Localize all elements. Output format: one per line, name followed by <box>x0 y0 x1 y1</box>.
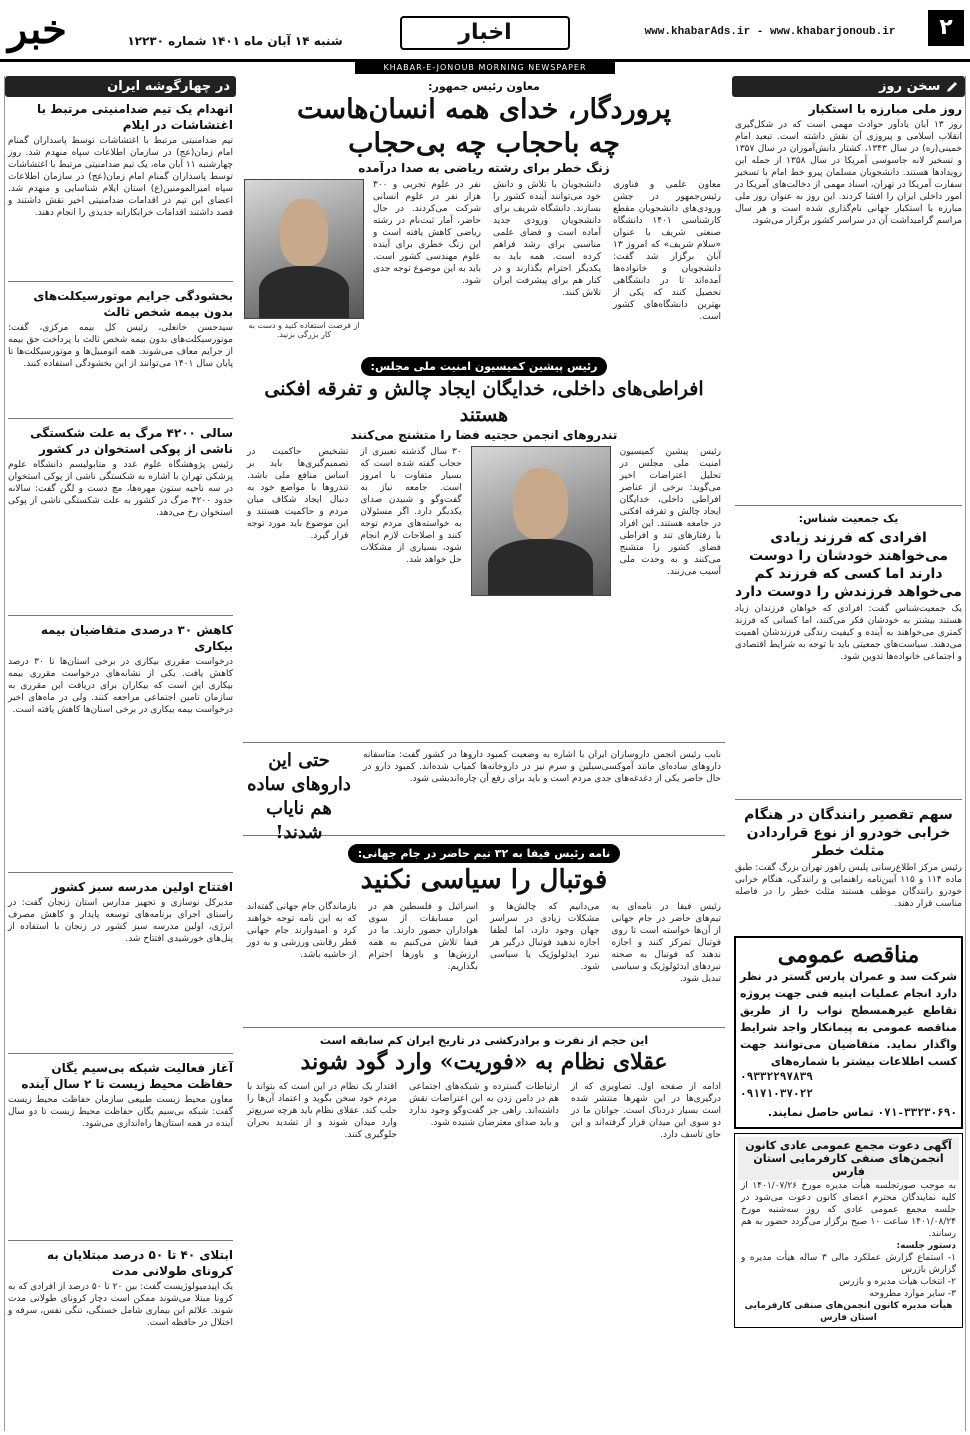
regional-news-title: در چهارگوشه ایران <box>5 76 236 97</box>
story1-text-col: نفر در علوم تجربی و ۳۰۰ هزار نفر در علوم انسانی شرکت می‌کردند. در حال حاضر، آمار ثبت‌نام در رشته ریاضی کاهش یافته است و این زنگ خطری برای آینده علوم مهندسی کشور است. باید به این موضوع توجه جدی شود. <box>373 180 481 286</box>
issue-date: شنبه ۱۴ آبان ماه ۱۴۰۱ شماره ۱۲۲۳۰ <box>127 34 343 48</box>
story1-headline-line2: چه باحجاب چه بی‌حجاب <box>348 128 620 159</box>
story-kicker: یک جمعیت شناس: <box>798 512 899 525</box>
middle-column <box>240 76 728 1431</box>
story1-text-col: دانشجویان با تلاش و دانش خود می‌توانند آینده کشور را بسازند. دانشگاه شریف برای دانشجویان ورودی جدید آماده است و فضای علمی مناسبی برای رشد فراهم کرده است. همه باید به یکدیگر احترام بگذارند و در کنار هم برای پیشرفت ایران تلاش کنند. <box>493 180 601 298</box>
left-news-body: سیدحسن خانعلی، رئیس کل بیمه مرکزی، گفت: موتورسیکلت‌های بدون بیمه شخص ثالث با پرداخت حق بیمه از جرایم معاف می‌شوند. همه اتومبیل‌ها و موتورسیکلت‌ها تا پایان سال ۱۴۰۱ می‌توانند از این بخشودگی استفاده کنند. <box>8 323 233 369</box>
notice-agenda-item: ۱- استماع گزارش عملکرد مالی ۳ ساله هیأت مدیره و گزارش بازرس <box>741 1253 956 1275</box>
tender-ad-phone-1: ۰۹۳۳۲۲۹۷۸۳۹ <box>740 1072 813 1084</box>
tender-ad-body: شرکت سد و عمران پارس گستر در نظر دارد انجام عملیات ابنیه فنی جهت پروژه تقاطع غیرهمسطح نواب را از طریق مناقصه عمومی به پیمانکار واجد شرایط واگذار نماید. متقاضیان می‌توانند جهت کسب اطلاعات بیشتر با شماره‌های <box>740 970 957 1068</box>
story2-kicker: رئیس پیشین کمیسیون امنیت ملی مجلس: <box>361 357 608 376</box>
right-column <box>732 76 966 1431</box>
story-body: یک جمعیت‌شناس گفت: افرادی که خواهان فرزندان زیاد هستند بیشتر به خودشان فکر می‌کنند، اما کسانی که فرزند کمتری می‌خواهند به آینده و کیفیت زندگی فرزندشان اهمیت می‌دهند. سیاست‌های جمعیتی باید با توجه به شرایط اقتصادی و اجتماعی خانواده‌ها تدوین شود. <box>735 604 962 662</box>
tender-ad-footer: تماس حاصل نمایند. <box>767 1106 874 1119</box>
story5-text-col: ادامه از صفحه اول. تصاویری که از درگیری‌ها در این شهرها منتشر شده است بسیار دردناک است. جوانان ما در دو سوی این میدان قرار گرفته‌اند و این جای تاسف دارد. <box>571 1082 721 1140</box>
left-news-title: آغاز فعالیت شبکه بی‌سیم یگان حفاظت محیط زیست تا ۲ سال آینده <box>21 1061 233 1091</box>
story2-photo <box>471 446 611 596</box>
story4-text-col: رئیس فیفا در نامه‌ای به تیم‌های حاضر در جام جهانی از آن‌ها خواسته است تا روی فوتبال تمرکز کنند و اجازه ندهند که فوتبال به صحنه نبردهای ایدئولوژیک و سیاسی تبدیل شود. <box>611 902 721 984</box>
left-news-title: انهدام یک تیم ضدامنیتی مرتبط با اغتشاشات در ایلام <box>37 102 233 132</box>
story3-quote: حتی این داروهای ساده هم نایاب شدند! <box>247 750 351 843</box>
traffic-story-body: رئیس مرکز اطلاع‌رسانی پلیس راهور تهران بزرگ گفت: طبق ماده ۱۱۴ و ۱۱۵ آیین‌نامه راهنمایی و رانندگی، هنگام خرابی خودرو رانندگان موظف هستند مثلث خطر را در فاصله مناسب قرار دهند. <box>735 863 962 909</box>
left-news-title: ابتلای ۴۰ تا ۵۰ درصد مبتلایان به کرونای طولانی مدت <box>46 1248 233 1278</box>
left-news-title: بخشودگی جرایم موتورسیکلت‌های بدون بیمه شخص ثالث <box>33 289 233 319</box>
notice-signature: هیأت مدیره کانون انجمن‌های صنفی کارفرمایی استان فارس <box>744 1301 953 1323</box>
editorial-body: روز ۱۳ آبان یادآور حوادث مهمی است که در شکل‌گیری انقلاب اسلامی و پیروزی آن نقش داشته است. تبعید امام خمینی(ره) در سال ۱۳۴۳، کشتار دانش‌آموزان در سال ۱۳۵۷ و تسخیر لانه جاسوسی آمریکا در سال ۱۳۵۸ از جمله این رویدادها هستند. دانشجویان مسلمان پیرو خط امام با تسخیر سفارت آمریکا در تهران، اسناد مهمی از دخالت‌های آمریکا در امور داخلی ایران را افشا کردند. این روز به عنوان روز ملی مبارزه با استکبار جهانی نام‌گذاری شده است و هر سال مراسم گرامیداشت آن در سراسر کشور برگزار می‌شود. <box>735 120 962 226</box>
tender-ad <box>734 936 963 1129</box>
left-news-body: رئیس پژوهشگاه علوم غدد و متابولیسم دانشگاه علوم پزشکی تهران با اشاره به شکستگی ناشی از پوکی استخوان در سه ناحیه ستون مهره‌ها، مچ دست و لگن گفت: سالانه حدود ۴۲۰۰ مرگ در کشور به علت شکستگی ناشی از پوکی استخوان رخ می‌دهد. <box>8 460 233 518</box>
left-news-body: معاون محیط زیست طبیعی سازمان حفاظت محیط زیست گفت: شبکه بی‌سیم یگان حفاظت محیط زیست تا دو سال آینده در همه استان‌ها راه‌اندازی می‌شود. <box>8 1095 233 1129</box>
left-news-body: یک اپیدمیولوژیست گفت: بین ۲۰ تا ۵۰ درصد از افرادی که به کرونا مبتلا می‌شوند ممکن است دچار کرونای طولانی مدت شوند. علائم این بیماری شامل خستگی، تنگی نفس، سرفه و اختلال در حافظه است. <box>8 1282 233 1328</box>
story3-body: نایب رئیس انجمن داروسازان ایران با اشاره به وضعیت کمبود داروها در کشور گفت: متاسفانه داروهای ساده‌ای مانند آموکسی‌سیلین و سرم نیز در داروخانه‌ها کمیاب شده‌اند. کمبود دارو در حال حاضر یکی از دغدغه‌های جدی مردم است و باید برای رفع آن چاره‌اندیشی شود. <box>363 750 721 784</box>
story1-subhead: زنگ خطر برای رشته ریاضی به صدا درآمده <box>358 161 610 175</box>
story5-headline: عقلای نظام به «فوریت» وارد گود شوند <box>300 1049 668 1075</box>
left-news-body: تیم ضدامنیتی مرتبط با اغتشاشات توسط پاسداران گمنام امام زمان(عج) در سازمان اطلاعات سپاه منهدم شد. روز چهارشنبه ۱۱ آبان ماه، یک تیم ضدامنیتی مرتبط با اغتشاشات توسط پاسداران گمنام امام زمان(عج) در سازمان اطلاعات سپاه امیرالمومنین(ع) استان ایلام شناسایی و منهدم شد. اعضای این تیم در اقدامات ضدامنیتی اخیر نقش داشتند و قصد داشتند اقدامات خرابکارانه جدیدی را انجام دهند. <box>8 136 233 218</box>
story2-text-col: تشخیص حاکمیت در تصمیم‌گیری‌ها باید بر اساس منافع ملی باشد. تندروها با مواضع خود به دنبال ایجاد شکاف میان مردم و حاکمیت هستند و این موضوع باید مورد توجه قرار گیرد. <box>247 447 349 541</box>
story2-subhead: تندروهای انجمن حجتیه فضا را متشنج می‌کنند <box>350 428 618 442</box>
section-title: اخبار <box>400 16 570 50</box>
editorial-box-title: سخن روز <box>732 76 965 97</box>
story4-text-col: بازماندگان جام جهانی گفته‌اند که به این نامه توجه خواهند کرد و امیدوارند جام جهانی قطر رقابتی ورزشی و به دور از حاشیه باشد. <box>247 902 357 960</box>
story1-headline-line1: پروردگار، خدای همه انسان‌هاست <box>296 94 672 125</box>
story5-kicker: این حجم از نفرت و برادرکشی در تاریخ ایران کم سابقه است <box>319 1034 649 1047</box>
story1-caption: از فرصت استفاده کنید و دست به کار بزرگی بزنید. <box>248 321 360 339</box>
notice-agenda-item: ۲- انتخاب هیأت مدیره و بازرس <box>839 1277 956 1287</box>
story1-text-col: معاون علمی و فناوری رئیس‌جمهور در جشن ورودی‌های دانشجویان مقطع کارشناسی ۱۴۰۱ دانشگاه صنعتی شریف با عنوان «سلام شریف» که امروز ۱۳ آبان برگزار شد گفت: دانشجویان و خانواده‌ها آمده‌اند تا در دانشگاهی تحصیل کنند که یکی از بهترین دانشگاه‌های کشور است. <box>613 180 721 322</box>
notice-agenda-title: دستور جلسه: <box>896 1241 956 1251</box>
story2-headline: افراطی‌های داخلی، خدایگان ایجاد چالش و تفرقه افکنی هستند <box>264 378 704 426</box>
tender-ad-title: مناقصه عمومی <box>777 942 920 968</box>
left-column <box>4 76 236 1431</box>
story1-kicker: معاون رئیس جمهور: <box>428 80 540 93</box>
story4-kicker: نامه رئیس فیفا به ۳۲ تیم حاضر در جام جهانی: <box>348 844 621 863</box>
left-news-body: درخواست مقرری بیکاری در برخی استان‌ها تا ۳۰ درصد کاهش یافت. یکی از نشانه‌های درخواست مقرری بیمه بیکاری این است که بیکاران برای دریافت این مقرری به سازمان تامین اجتماعی مراجعه کنند. ولی در ماه‌های اخیر درخواست بیمه بیکاری در برخی استان‌ها کاهش یافته است. <box>8 657 233 715</box>
assembly-notice <box>734 1133 963 1328</box>
story5-text-col: ارتباطات گسترده و شبکه‌های اجتماعی هم در دامن زدن به این اعتراضات نقش داشته‌اند. راهی جز گفت‌وگو وجود ندارد و باید صدای معترضان شنیده شود. <box>409 1082 559 1128</box>
notice-title: آگهی دعوت مجمع عمومی عادی کانون انجمن‌های صنفی کارفرمایی استان فارس <box>738 1137 959 1180</box>
story-headline: افرادی که فرزند زیادی می‌خواهند خودشان را دوست دارند اما کسی که فرزند کم می‌خواهد فرزندش را دوست دارد <box>735 530 962 600</box>
left-news-title: سالی ۴۲۰۰ مرگ به علت شکستگی ناشی از پوکی استخوان در کشور <box>30 426 233 456</box>
traffic-story-headline: سهم تقصیر رانندگان در هنگام خرابی خودرو از نوع قراردادن مثلث خطر <box>744 807 953 859</box>
story4-headline: فوتبال را سیاسی نکنید <box>360 865 608 895</box>
tender-ad-phone-3: ۰۷۱-۳۳۲۳۰۶۹۰ <box>877 1108 957 1120</box>
notice-agenda-item: ۳- سایر موارد مطروحه <box>869 1289 956 1299</box>
left-news-body: مدیرکل نوسازی و تجهیز مدارس استان زنجان گفت: در راستای اجرای برنامه‌های توسعه پایدار و کاهش مصرف انرژی، اولین مدرسه سبز کشور در زنجان با استفاده از پنل‌های خورشیدی افتتاح شد. <box>8 898 233 944</box>
story4-text-col: می‌دانیم که چالش‌ها و مشکلات زیادی در سراسر جهان وجود دارد، اما لطفا اجازه ندهید فوتبال درگیر هر نبرد ایدئولوژیک یا سیاسی شود. <box>490 902 600 972</box>
tender-ad-phone-2: ۰۹۱۷۱۰۳۷۰۲۲ <box>740 1089 813 1101</box>
newspaper-logo: خبر <box>8 6 67 53</box>
english-banner: KHABAR-E-JONOUB MORNING NEWSPAPER <box>355 62 615 74</box>
story2-text-col: ۳۰ سال گذشته تعبیری از حجاب گفته شده است که بسیار متفاوت با امروز است. جامعه نیاز به گفت‌وگو و شنیدن صدای یکدیگر دارد. اگر مسئولان به خواسته‌های مردم توجه کنند و اصلاحات لازم انجام شود، بسیاری از مشکلات حل خواهد شد. <box>360 447 462 565</box>
left-news-title: کاهش ۳۰ درصدی متقاضیان بیمه بیکاری <box>40 623 233 653</box>
pen-icon <box>945 80 959 94</box>
story4-text-col: اسرائیل و فلسطین هم در این مسابقات از سوی هواداران حضور دارند. ما در فیفا تلاش می‌کنیم به همه ارزش‌ها و باورها احترام بگذاریم. <box>368 902 478 972</box>
masthead <box>0 0 970 62</box>
website-links[interactable]: www.khabarAds.ir - www.khabarjonoub.ir <box>644 26 896 38</box>
story1-photo <box>244 179 364 319</box>
story5-text-col: اقتدار یک نظام در این است که بتواند با مردم خود سخن بگوید و اعتماد آن‌ها را جلب کند. عقلای نظام باید هرچه سریع‌تر وارد میدان شوند و از تشدید بحران جلوگیری کنند. <box>247 1082 397 1140</box>
story2-text-col: رئیس پیشین کمیسیون امنیت ملی مجلس در تحلیل اعتراضات اخیر می‌گوید: برخی از عناصر افراطی داخلی، خدایگان ایجاد چالش و تفرقه افکنی در جامعه هستند. این افراد با رفتارهای تند و افراطی فضای کشور را متشنج می‌کنند و به وحدت ملی آسیب می‌زنند. <box>619 447 721 577</box>
editorial-title: روز ملی مبارزه با استکبار <box>808 102 962 116</box>
page-number: ۲ <box>928 10 964 46</box>
left-news-title: افتتاح اولین مدرسه سبز کشور <box>51 880 233 894</box>
notice-body: به موجب صورتجلسه هیأت مدیره مورخ ۱۴۰۱/۰۷/۲۶ از کلیه نمایندگان محترم اعضای کانون دعوت می‌شود در جلسه مجمع عمومی عادی که روز سه‌شنبه مورخ ۱۴۰۱/۰۸/۲۴ ساعت ۱۰ صبح برگزار می‌گردد حضور به هم رسانند. <box>741 1181 956 1239</box>
